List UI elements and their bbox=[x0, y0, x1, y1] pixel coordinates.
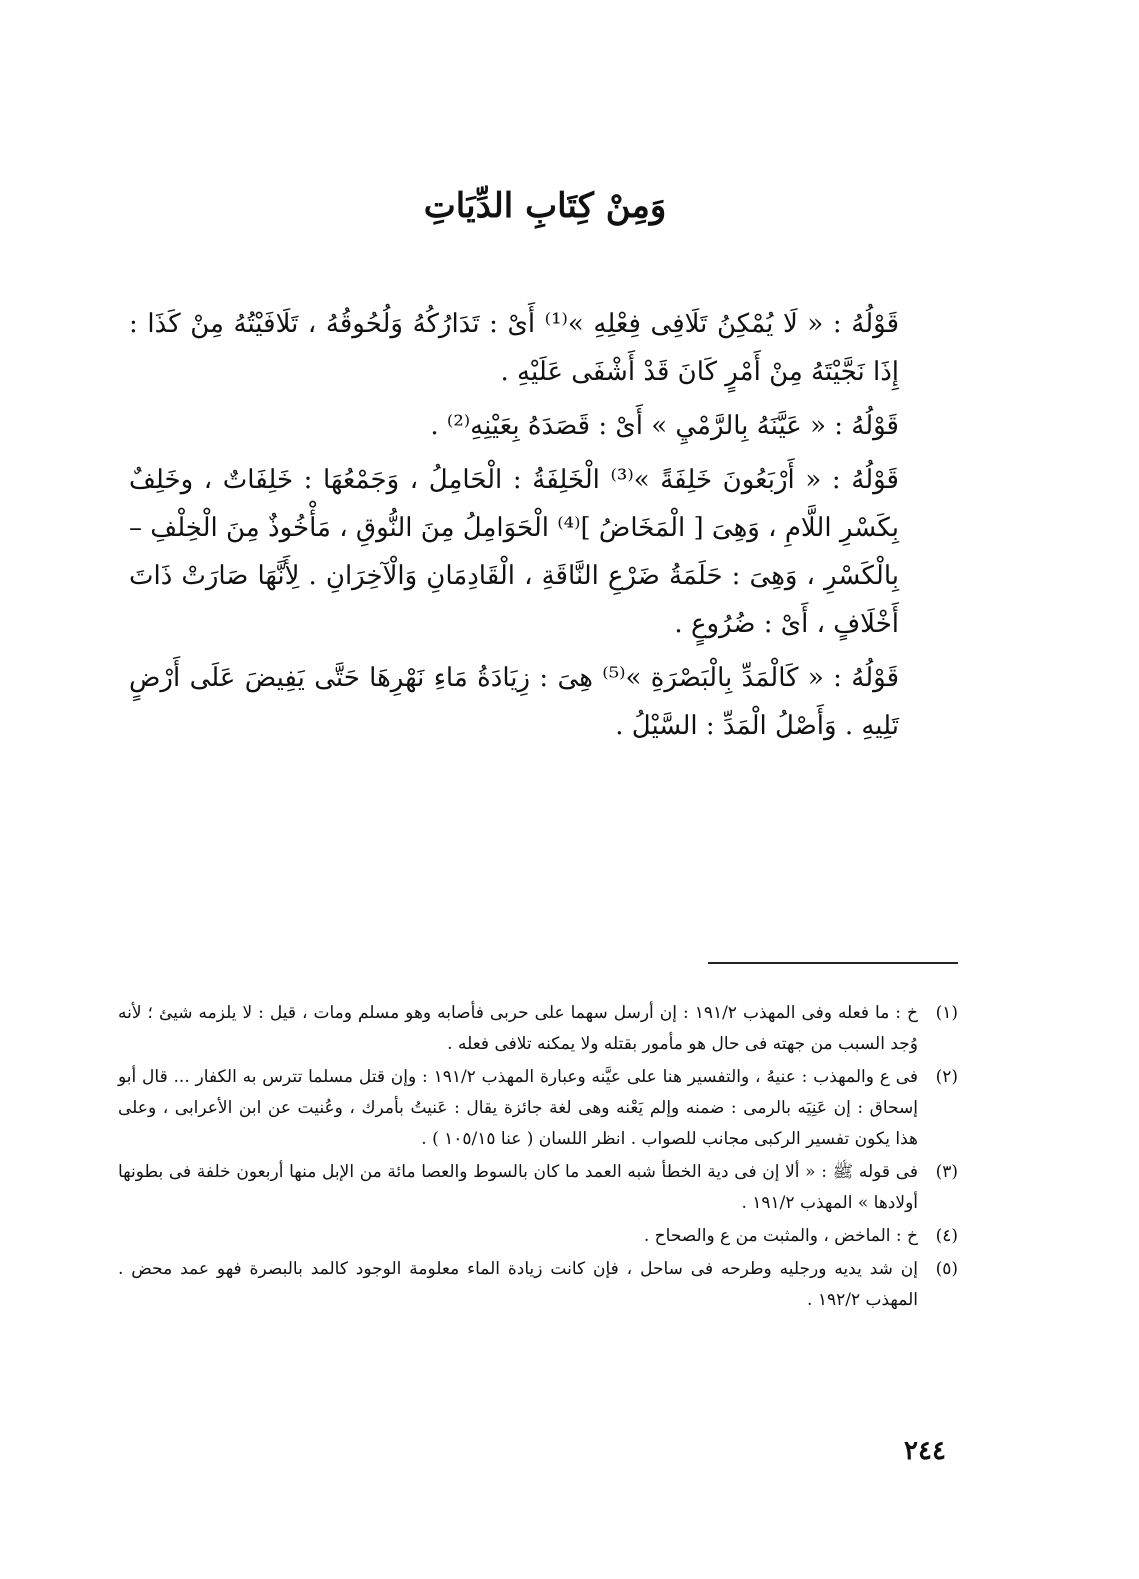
footnote bbox=[118, 1221, 958, 1252]
footnote bbox=[118, 1254, 958, 1316]
footnotes bbox=[118, 998, 958, 1318]
paragraph: قَوْلُهُ : « عَيَّنَهُ بِالرَّمْيِ » أَىْ : قَصَدَهُ بِعَيْنِهِ⁽²⁾ . bbox=[430, 411, 899, 441]
paragraph: قَوْلُهُ : « أَرْبَعُونَ خَلِفَةً »⁽³⁾ الْخَلِفَةُ : الْحَامِلُ ، وَجَمْعُهَا : خَلِفَاتٌ ، وخَلِفٌ بِكَسْرِ اللَّامِ ، وَهِىَ [ الْمَخَاضُ ]⁽⁴⁾ الْحَوَامِلُ مِنَ النُّوقِ ، مَأْخُوذٌ مِنَ الْخِلْفِ – بِالْكَسْرِ ، وَهِىَ : حَلَمَةُ ضَرْعِ النَّاقَةِ ، الْقَادِمَانِ وَالْآخِرَانِ . لِأَنَّهَا صَارَتْ ذَاتَ أَخْلَافٍ ، أَىْ : ضُرُوعٍ . bbox=[129, 465, 899, 639]
footnote bbox=[118, 998, 958, 1060]
footnote-text: إن شد يديه ورجليه وطرحه فى ساحل ، فإن كانت زيادة الماء معلومة الوجود كالمد بالبصرة فهو عمد محض . المهذب ١٩٢/٢ . bbox=[118, 1259, 918, 1310]
paragraph: قَوْلُهُ : « كَالْمَدِّ بِالْبَصْرَةِ »⁽⁵⁾ هِىَ : زِيَادَةُ مَاءِ نَهْرِهَا حَتَّى يَفِيضَ عَلَى أَرْضٍ تَلِيهِ . وَأَصْلُ الْمَدِّ : السَّيْلُ . bbox=[129, 663, 899, 741]
footnote-number: (٤) bbox=[935, 1226, 958, 1246]
paragraph: قَوْلُهُ : « لَا يُمْكِنُ تَلَافِى فِعْلِهِ »⁽¹⁾ أَىْ : تَدَارُكُهُ وَلُحُوقُهُ ، تَلَافَيْتُهُ مِنْ كَذَا : إِذَا نَجَّيْتَهُ مِنْ أَمْرٍ كَانَ قَدْ أَشْفَى عَلَيْهِ . bbox=[129, 309, 899, 387]
footnote-number: (٣) bbox=[935, 1162, 958, 1182]
main-text bbox=[129, 300, 899, 756]
footnote-text: فى قوله ﷺ : « ألا إن فى دية الخطأ شبه العمد ما كان بالسوط والعصا مائة من الإبل منها أربعون خلفة فى بطونها أولادها » المهذب ١٩١/٢ . bbox=[118, 1162, 918, 1213]
page-number: ٢٤٤ bbox=[904, 1436, 946, 1466]
chapter-title: وَمِنْ كِتَابِ الدِّيَاتِ bbox=[423, 186, 667, 226]
footnote bbox=[118, 1062, 958, 1155]
footnote-number: (٥) bbox=[935, 1259, 958, 1279]
footnote-text: خ : الماخض ، والمثبت من ع والصحاح . bbox=[643, 1226, 918, 1246]
footnote bbox=[118, 1157, 958, 1219]
footnote-text: فى ع والمهذب : عنيهُ ، والتفسير هنا على عيَّنه وعبارة المهذب ١٩١/٢ : وإن قتل مسلما تترس به الكفار ... قال أبو إسحاق : إن عَنِيَه بالرمى : ضمنه وإلم يَعْنه وهى لغة جائزة يقال : عَنيتُ بأمرك ، وعُنيت عن ابن الأعرابى ، وعلى هذا يكون تفسير الركبى مجانب للصواب . انظر اللسان ( عنا ١٠٥/١٥ ) . bbox=[118, 1067, 918, 1149]
footnote-text: خ : ما فعله وفى المهذب ١٩١/٢ : إن أرسل سهما على حربى فأصابه وهو مسلم ومات ، قيل : لا يلزمه شيئ ؛ لأنه وُجد السبب من جهته فى حال هو مأمور بقتله ولا يمكنه تلافى فعله . bbox=[118, 1003, 918, 1054]
footnote-divider bbox=[708, 962, 958, 964]
footnote-number: (١) bbox=[935, 1003, 958, 1023]
footnote-number: (٢) bbox=[935, 1067, 958, 1087]
